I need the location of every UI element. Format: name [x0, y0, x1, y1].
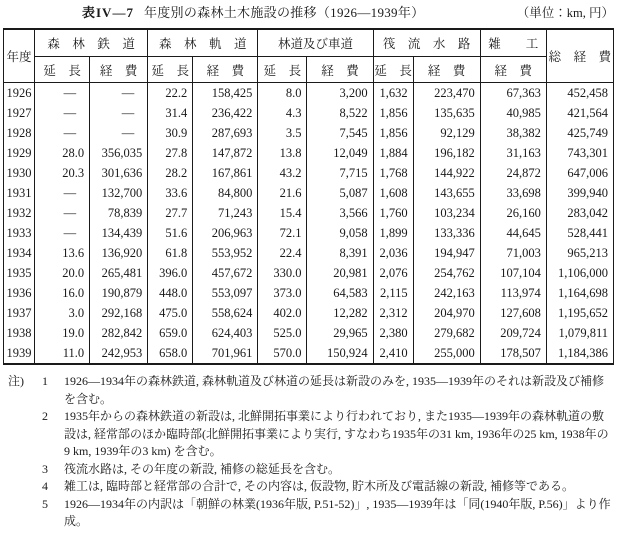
note-item	[42, 461, 614, 479]
data-cell: 72.1	[258, 223, 307, 243]
data-cell: 965,213	[546, 243, 613, 263]
data-cell: 167,861	[193, 163, 258, 183]
year-cell: 1929	[4, 143, 35, 163]
year-cell: 1937	[4, 303, 35, 323]
data-cell: 71,243	[193, 203, 258, 223]
data-cell: 147,872	[193, 143, 258, 163]
year-cell: 1934	[4, 243, 35, 263]
data-cell: 701,961	[193, 343, 258, 364]
data-cell: 242,953	[90, 343, 148, 364]
data-cell: 107,104	[480, 263, 546, 283]
data-cell: 1,184,386	[546, 343, 613, 364]
data-cell: 452,458	[546, 83, 613, 104]
statistics-table	[3, 28, 614, 365]
data-cell: 144,922	[413, 163, 480, 183]
year-cell: 1939	[4, 343, 35, 364]
table-row	[4, 283, 614, 303]
data-cell: 1,195,652	[546, 303, 613, 323]
data-cell: 26,160	[480, 203, 546, 223]
data-cell: 67,363	[480, 83, 546, 104]
data-cell: 28.0	[35, 143, 90, 163]
data-cell: 2,380	[373, 323, 413, 343]
data-cell: 1,106,000	[546, 263, 613, 283]
table-row	[4, 203, 614, 223]
data-cell: 84,800	[193, 183, 258, 203]
table-header	[4, 29, 614, 83]
data-cell: 743,301	[546, 143, 613, 163]
table-row	[4, 263, 614, 283]
col-sub-2-1: 経 費	[307, 57, 373, 83]
data-cell: 558,624	[193, 303, 258, 323]
data-cell: 209,724	[480, 323, 546, 343]
data-cell: 127,608	[480, 303, 546, 323]
data-cell: 475.0	[148, 303, 193, 323]
data-cell: 3,566	[307, 203, 373, 223]
col-sub-0-1: 経 費	[90, 57, 148, 83]
data-cell: 51.6	[148, 223, 193, 243]
data-cell: 279,682	[413, 323, 480, 343]
year-cell: 1933	[4, 223, 35, 243]
data-cell: 11.0	[35, 343, 90, 364]
data-cell: 8,522	[307, 103, 373, 123]
table-row	[4, 323, 614, 343]
data-cell: 38,382	[480, 123, 546, 143]
data-cell: 204,970	[413, 303, 480, 323]
data-cell: 143,655	[413, 183, 480, 203]
data-cell: 5,087	[307, 183, 373, 203]
data-cell: 396.0	[148, 263, 193, 283]
notes-label: 注)	[8, 374, 24, 388]
data-cell: 113,974	[480, 283, 546, 303]
data-cell: 2,410	[373, 343, 413, 364]
col-sub-1-1: 経 費	[193, 57, 258, 83]
data-cell: 1,899	[373, 223, 413, 243]
data-cell: 21.6	[258, 183, 307, 203]
data-cell: 19.0	[35, 323, 90, 343]
year-cell: 1932	[4, 203, 35, 223]
data-cell: 20.3	[35, 163, 90, 183]
data-cell: 402.0	[258, 303, 307, 323]
table-body	[4, 83, 614, 365]
col-group-2: 林道及び車道	[258, 29, 373, 57]
col-sub-1-0: 延 長	[148, 57, 193, 83]
note-number: 2	[42, 409, 48, 423]
data-cell: —	[35, 183, 90, 203]
data-cell: 282,842	[90, 323, 148, 343]
table-row	[4, 83, 614, 104]
data-cell: 457,672	[193, 263, 258, 283]
data-cell: 425,749	[546, 123, 613, 143]
data-cell: 1,632	[373, 83, 413, 104]
year-cell: 1930	[4, 163, 35, 183]
data-cell: —	[35, 103, 90, 123]
data-cell: 373.0	[258, 283, 307, 303]
note-item	[42, 408, 614, 461]
table-row	[4, 103, 614, 123]
data-cell: 553,097	[193, 283, 258, 303]
data-cell: 223,470	[413, 83, 480, 104]
data-cell: 570.0	[258, 343, 307, 364]
page-title	[82, 4, 424, 22]
data-cell: 287,693	[193, 123, 258, 143]
data-cell: 40,985	[480, 103, 546, 123]
data-cell: 27.8	[148, 143, 193, 163]
data-cell: 28.2	[148, 163, 193, 183]
data-cell: 1,884	[373, 143, 413, 163]
data-cell: 421,564	[546, 103, 613, 123]
col-sub-2-0: 延 長	[258, 57, 307, 83]
data-cell: 12,282	[307, 303, 373, 323]
note-text: 1935年からの森林鉄道の新設は, 北鮮開拓事業により行われており, また1935—1939年の森林軌道の敷設は, 経常部のほか臨時部(北鮮開拓事業により実行, すなわち1935年の31 km, 1936年の25 km, 1938年の9 km, 1939年の3 km) を含む。	[64, 409, 609, 458]
data-cell: 647,006	[546, 163, 613, 183]
data-cell: 27.7	[148, 203, 193, 223]
data-cell: 136,920	[90, 243, 148, 263]
col-sub-3-1: 経 費	[413, 57, 480, 83]
note-number: 3	[42, 461, 48, 476]
data-cell: 71,003	[480, 243, 546, 263]
data-cell: 283,042	[546, 203, 613, 223]
table-row	[4, 163, 614, 183]
data-cell: 1,768	[373, 163, 413, 183]
data-cell: 30.9	[148, 123, 193, 143]
data-cell: —	[90, 83, 148, 104]
data-cell: —	[35, 223, 90, 243]
year-cell: 1927	[4, 103, 35, 123]
data-cell: 103,234	[413, 203, 480, 223]
data-cell: 448.0	[148, 283, 193, 303]
data-cell: 330.0	[258, 263, 307, 283]
data-cell: 2,115	[373, 283, 413, 303]
data-cell: 8.0	[258, 83, 307, 104]
table-number: 表IV—7	[82, 5, 134, 20]
table-row	[4, 143, 614, 163]
data-cell: 659.0	[148, 323, 193, 343]
data-cell: 134,439	[90, 223, 148, 243]
data-cell: 2,312	[373, 303, 413, 323]
note-number: 4	[42, 479, 48, 493]
data-cell: 15.4	[258, 203, 307, 223]
data-cell: 3.0	[35, 303, 90, 323]
data-cell: 64,583	[307, 283, 373, 303]
note-text: 1926—1934年の内訳は「朝鮮の林業(1936年版, P.51-52)」, 1935—1939年は「同(1940年版, P.56)」より作成。	[64, 496, 611, 528]
data-cell: 2,076	[373, 263, 413, 283]
data-cell: 236,422	[193, 103, 258, 123]
notes-section	[6, 373, 614, 531]
note-text: 1926—1934年の森林鉄道, 森林軌道及び林道の延長は新設のみを, 1935—1939年のそれは新設及び補修を含む。	[64, 374, 605, 406]
data-cell: 44,645	[480, 223, 546, 243]
data-cell: 1,856	[373, 123, 413, 143]
data-cell: 29,965	[307, 323, 373, 343]
col-header-total: 総 経 費	[546, 29, 613, 83]
col-group-0: 森 林 鉄 道	[35, 29, 148, 57]
data-cell: 255,000	[413, 343, 480, 364]
data-cell: 33,698	[480, 183, 546, 203]
col-group-1: 森 林 軌 道	[148, 29, 258, 57]
data-cell: 135,635	[413, 103, 480, 123]
data-cell: 1,164,698	[546, 283, 613, 303]
data-cell: 196,182	[413, 143, 480, 163]
data-cell: 132,700	[90, 183, 148, 203]
data-cell: 78,839	[90, 203, 148, 223]
data-cell: 254,762	[413, 263, 480, 283]
col-header-year: 年度	[4, 29, 35, 83]
data-cell: 7,545	[307, 123, 373, 143]
data-cell: —	[90, 103, 148, 123]
data-cell: 528,441	[546, 223, 613, 243]
year-cell: 1938	[4, 323, 35, 343]
data-cell: 20,981	[307, 263, 373, 283]
data-cell: 20.0	[35, 263, 90, 283]
title-text: 年度別の森林土木施設の推移（1926—1939年）	[143, 5, 425, 20]
data-cell: 190,879	[90, 283, 148, 303]
data-cell: 133,336	[413, 223, 480, 243]
note-number: 1	[42, 374, 48, 388]
unit-label: （単位：km, 円）	[516, 6, 614, 20]
table-row	[4, 243, 614, 263]
table-row	[4, 183, 614, 203]
data-cell: 624,403	[193, 323, 258, 343]
data-cell: 92,129	[413, 123, 480, 143]
data-cell: 22.4	[258, 243, 307, 263]
year-cell: 1928	[4, 123, 35, 143]
data-cell: 150,924	[307, 343, 373, 364]
table-row	[4, 123, 614, 143]
data-cell: 9,058	[307, 223, 373, 243]
data-cell: 61.8	[148, 243, 193, 263]
note-text: 雑工は, 臨時部と経常部の合計で, その内容は, 仮設物, 貯木所及び電話線の新設, 補修等である。	[64, 479, 575, 493]
data-cell: 194,947	[413, 243, 480, 263]
notes-list	[42, 373, 614, 531]
note-item	[42, 373, 614, 408]
data-cell: 3,200	[307, 83, 373, 104]
table-row	[4, 343, 614, 364]
col-sub-4-0: 経 費	[480, 57, 546, 83]
data-cell: 12,049	[307, 143, 373, 163]
data-cell: —	[35, 123, 90, 143]
data-cell: 31.4	[148, 103, 193, 123]
data-cell: 178,507	[480, 343, 546, 364]
data-cell: 8,391	[307, 243, 373, 263]
year-cell: 1926	[4, 83, 35, 104]
year-cell: 1935	[4, 263, 35, 283]
data-cell: 292,168	[90, 303, 148, 323]
data-cell: 356,035	[90, 143, 148, 163]
note-item	[42, 478, 614, 496]
note-item	[42, 496, 614, 531]
data-cell: —	[35, 203, 90, 223]
data-cell: —	[90, 123, 148, 143]
data-cell: 7,715	[307, 163, 373, 183]
data-cell: 2,036	[373, 243, 413, 263]
data-cell: 525.0	[258, 323, 307, 343]
data-cell: —	[35, 83, 90, 104]
data-cell: 1,856	[373, 103, 413, 123]
data-cell: 158,425	[193, 83, 258, 104]
data-cell: 399,940	[546, 183, 613, 203]
data-cell: 33.6	[148, 183, 193, 203]
data-cell: 13.8	[258, 143, 307, 163]
title-row	[4, 4, 614, 22]
data-cell: 3.5	[258, 123, 307, 143]
data-cell: 13.6	[35, 243, 90, 263]
data-cell: 1,760	[373, 203, 413, 223]
data-cell: 265,481	[90, 263, 148, 283]
data-cell: 553,952	[193, 243, 258, 263]
data-cell: 301,636	[90, 163, 148, 183]
year-cell: 1931	[4, 183, 35, 203]
data-cell: 206,963	[193, 223, 258, 243]
data-cell: 43.2	[258, 163, 307, 183]
year-cell: 1936	[4, 283, 35, 303]
data-cell: 1,608	[373, 183, 413, 203]
data-cell: 16.0	[35, 283, 90, 303]
data-cell: 31,163	[480, 143, 546, 163]
table-row	[4, 223, 614, 243]
data-cell: 4.3	[258, 103, 307, 123]
data-cell: 242,163	[413, 283, 480, 303]
data-cell: 22.2	[148, 83, 193, 104]
data-cell: 24,872	[480, 163, 546, 183]
data-cell: 1,079,811	[546, 323, 613, 343]
note-number: 5	[42, 496, 48, 511]
note-text: 筏流水路は, その年度の新設, 補修の総延長を含む。	[64, 461, 341, 476]
col-group-3: 筏 流 水 路	[373, 29, 480, 57]
col-group-4: 雑 工	[480, 29, 546, 57]
table-row	[4, 303, 614, 323]
data-cell: 658.0	[148, 343, 193, 364]
col-sub-3-0: 延 長	[373, 57, 413, 83]
col-sub-0-0: 延 長	[35, 57, 90, 83]
